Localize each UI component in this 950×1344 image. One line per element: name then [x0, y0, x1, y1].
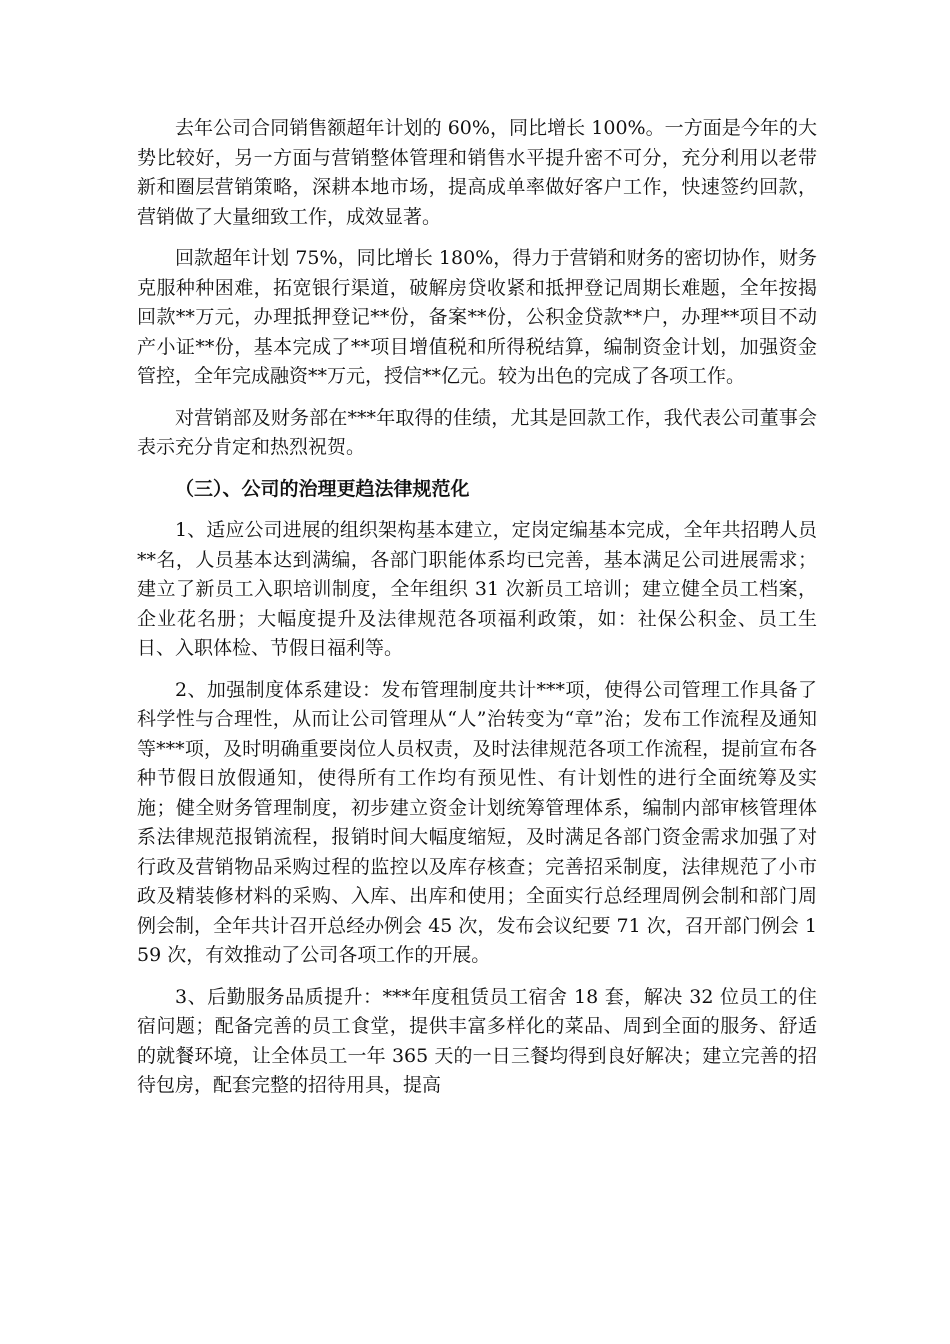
paragraph-collections: 回款超年计划 75%，同比增长 180%，得力于营销和财务的密切协作，财务克服种种困难，拓宽银行渠道，破解房贷收紧和抵押登记周期长难题，全年按揭回款**万元，办理抵押登记**份，备案**份，公积金贷款**户，办理**项目不动产小证**份，基本完成了**项目增值税和所得税结算，编制资金计划，加强资金管控，全年完成融资**万元，授信**亿元。较为出色的完成了各项工作。 [137, 247, 817, 387]
paragraph-item-3: 3、后勤服务品质提升：***年度租赁员工宿舍 18 套，解决 32 位员工的住宿问题；配备完善的员工食堂，提供丰富多样化的菜品、周到全面的服务、舒适的就餐环境，让全体员工一年 365 天的一日三餐均得到良好解决；建立完善的招待包房，配套完整的招待用具，提高 [137, 985, 817, 1096]
paragraph-item-2: 2、加强制度体系建设：发布管理制度共计***项，使得公司管理工作具备了科学性与合理性，从而让公司管理从“人”治转变为“章”治；发布工作流程及通知等***项，及时明确重要岗位人员权责，及时法律规范各项工作流程，提前宣布各种节假日放假通知，使得所有工作均有预见性、有计划性的进行全面统筹及实施；健全财务管理制度，初步建立资金计划统筹管理体系，编制内部审核管理体系法律规范报销流程，报销时间大幅度缩短，及时满足各部门资金需求加强了对行政及营销物品采购过程的监控以及库存核查；完善招采制度，法律规范了小市政及精装修材料的采购、入库、出库和使用；全面实行总经理周例会制和部门周例会制，全年共计召开总经办例会 45 次，发布会议纪要 71 次，召开部门例会 159 次，有效推动了公司各项工作的开展。 [137, 678, 817, 966]
document-body [137, 114, 817, 1113]
paragraph-sales: 去年公司合同销售额超年计划的 60%，同比增长 100%。一方面是今年的大势比较好，另一方面与营销整体管理和销售水平提升密不可分，充分利用以老带新和圈层营销策略，深耕本地市场，提高成单率做好客户工作，快速签约回款，营销做了大量细致工作，成效显著。 [137, 117, 817, 228]
section-heading: （三）、公司的治理更趋法律规范化 [175, 477, 470, 500]
paragraph-item-1: 1、适应公司进展的组织架构基本建立，定岗定编基本完成，全年共招聘人员**名，人员基本达到满编，各部门职能体系均已完善，基本满足公司进展需求；建立了新员工入职培训制度，全年组织 31 次新员工培训；建立健全员工档案，企业花名册；大幅度提升及法律规范各项福利政策，如：社保公积金、员工生日、入职体检、节假日福利等。 [137, 519, 817, 659]
paragraph-congratulations: 对营销部及财务部在***年取得的佳绩，尤其是回款工作，我代表公司董事会表示充分肯定和热烈祝贺。 [137, 406, 817, 458]
